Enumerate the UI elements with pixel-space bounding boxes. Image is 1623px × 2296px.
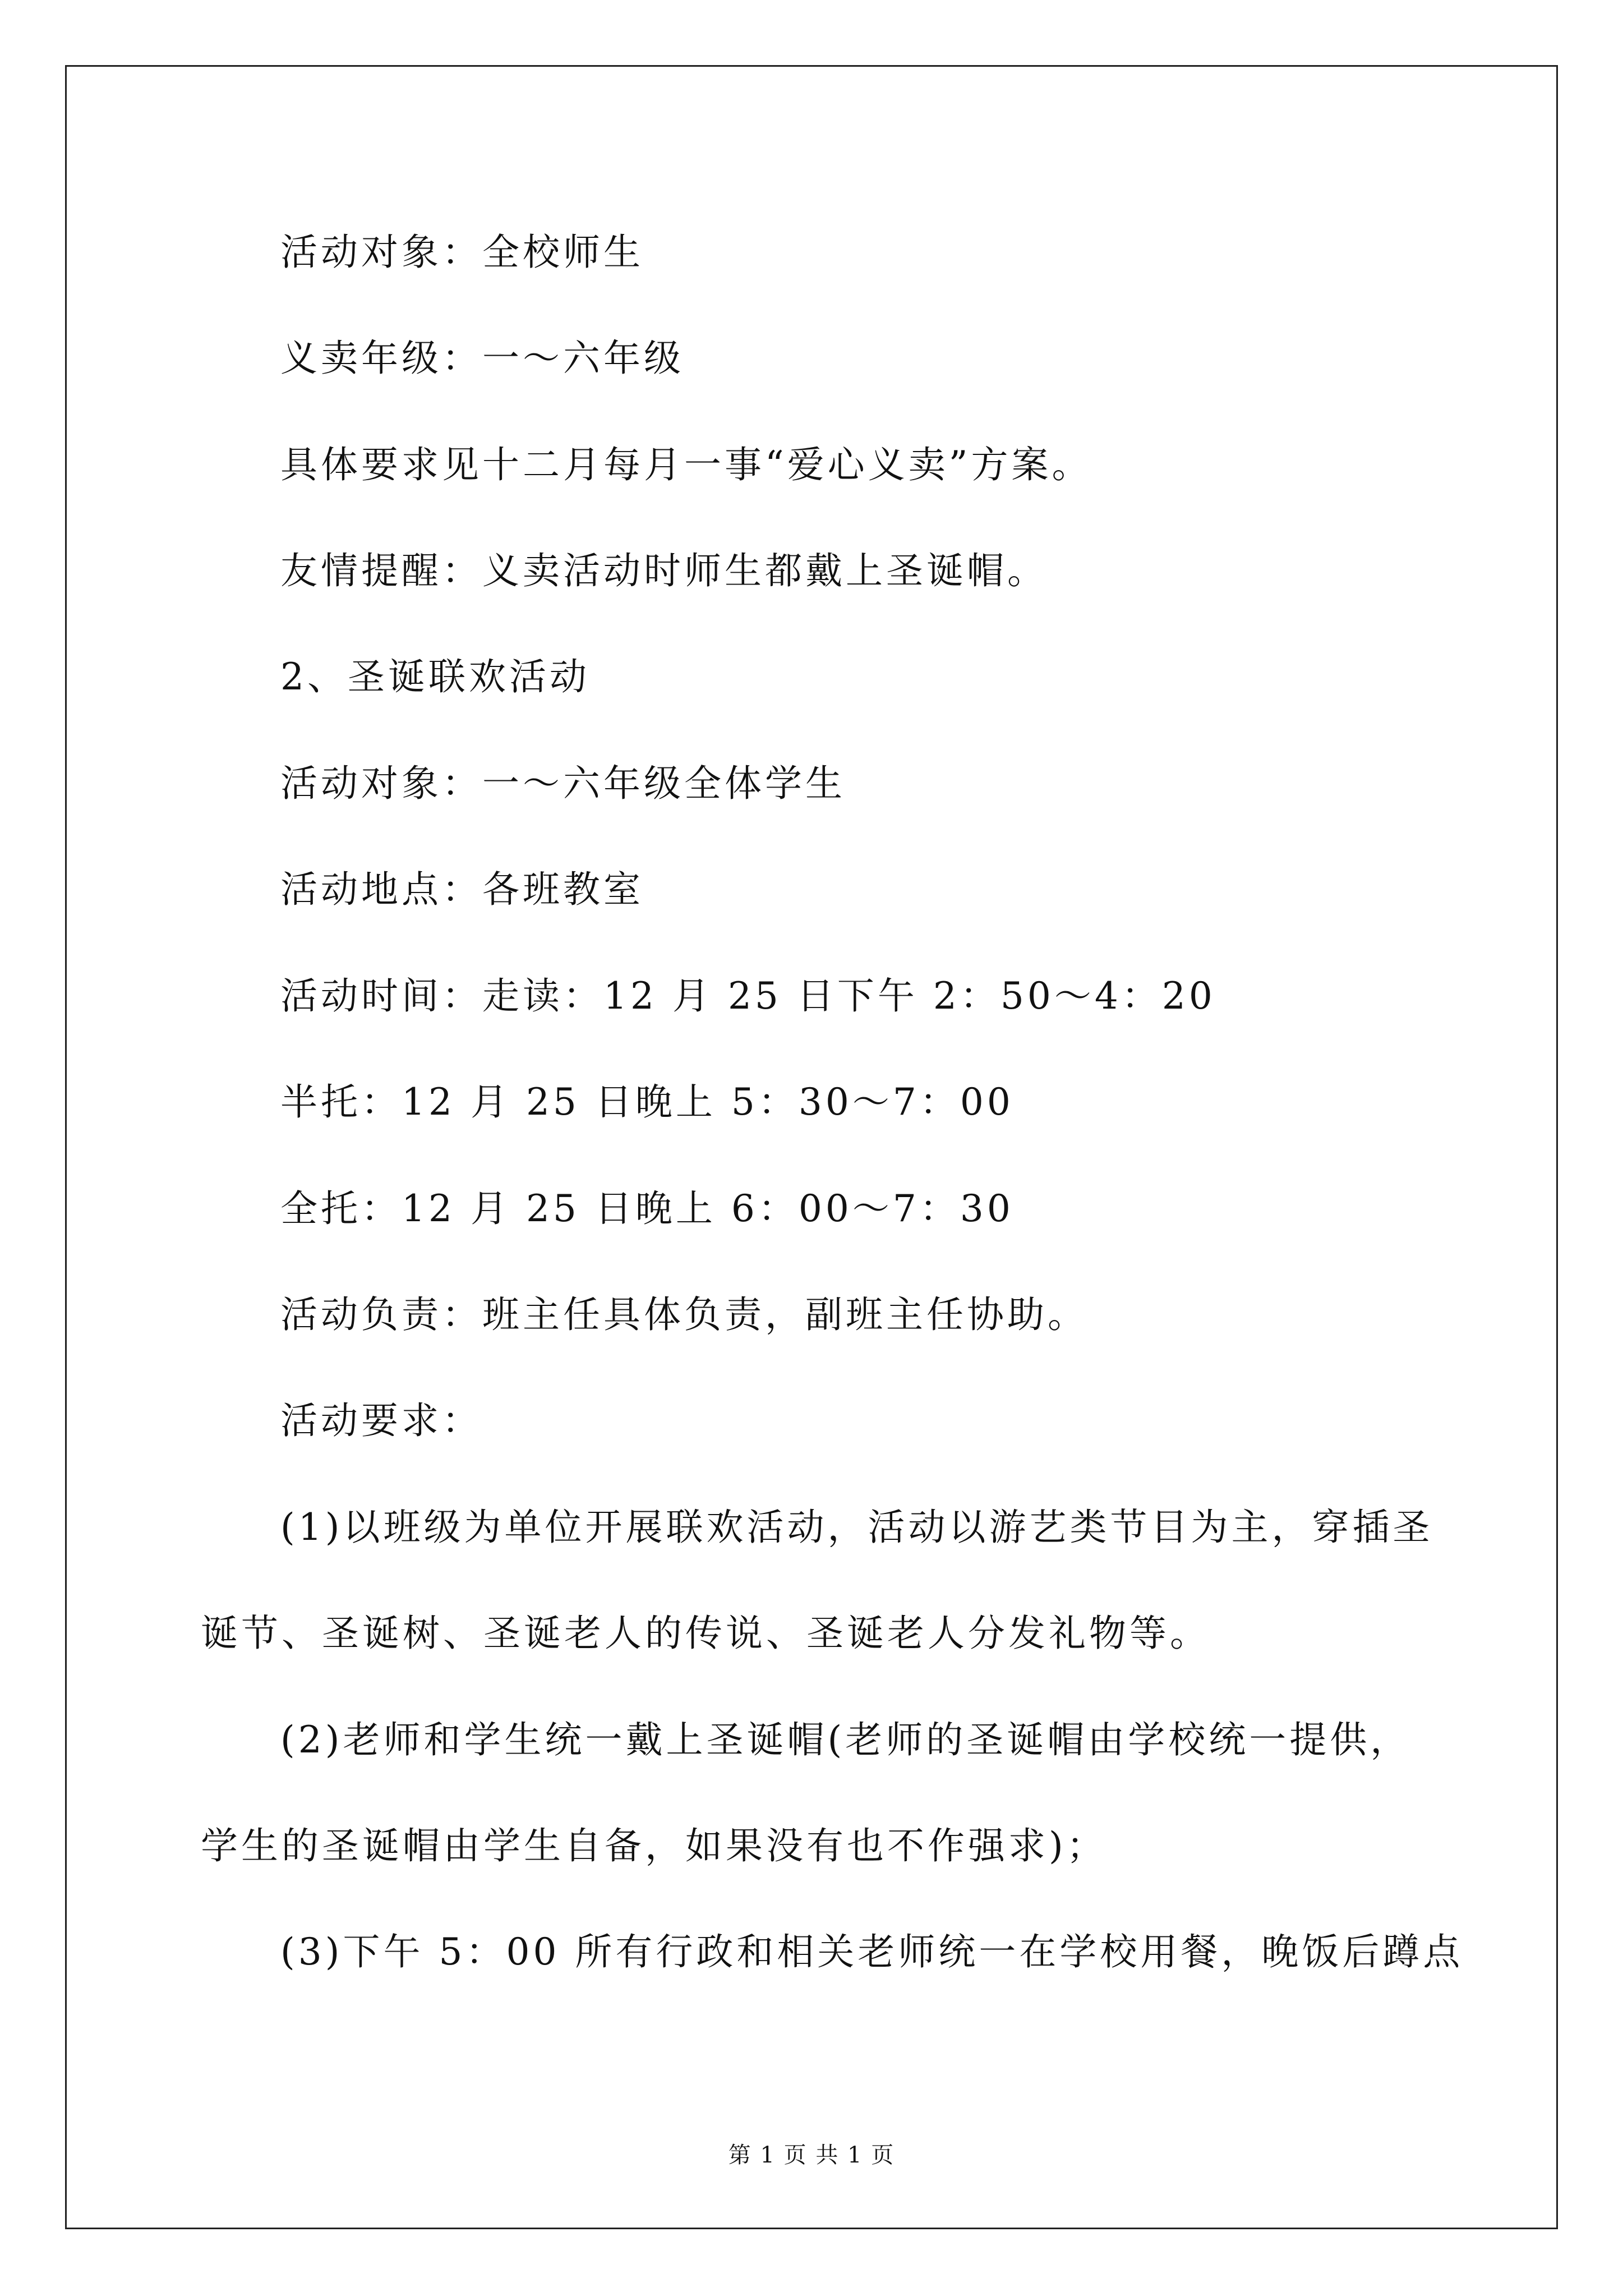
- text-line: (1)以班级为单位开展联欢活动，活动以游艺类节目为主，穿插圣: [280, 1506, 1433, 1549]
- text-line: 活动对象：全校师生: [280, 231, 644, 274]
- text-line: 全托：12 月 25 日晚上 6：00～7：30: [280, 1187, 1014, 1230]
- text-line: 活动要求：: [280, 1399, 482, 1442]
- text-line: 活动地点：各班教室: [280, 868, 644, 911]
- section-heading: 2、圣诞联欢活动: [280, 655, 590, 698]
- text-line: (3)下午 5：00 所有行政和相关老师统一在学校用餐，晚饭后蹲点: [280, 1930, 1464, 1973]
- page-border: [65, 65, 1558, 2229]
- text-line: 具体要求见十二月每月一事“爱心义卖”方案。: [280, 443, 1092, 486]
- text-line: (2)老师和学生统一戴上圣诞帽(老师的圣诞帽由学校统一提供，: [280, 1718, 1411, 1761]
- text-line: 活动对象：一～六年级全体学生: [280, 762, 846, 805]
- text-line: 学生的圣诞帽由学生自备，如果没有也不作强求)；: [201, 1824, 1107, 1867]
- text-line: 活动负责：班主任具体负责，副班主任协助。: [280, 1293, 1088, 1336]
- text-line: 义卖年级：一～六年级: [280, 337, 684, 380]
- text-line: 诞节、圣诞树、圣诞老人的传说、圣诞老人分发礼物等。: [201, 1612, 1210, 1655]
- text-line: 友情提醒：义卖活动时师生都戴上圣诞帽。: [280, 549, 1048, 592]
- page-footer: 第 1 页 共 1 页: [728, 2142, 895, 2168]
- text-line: 活动时间：走读：12 月 25 日下午 2：50～4：20: [280, 974, 1216, 1018]
- text-line: 半托：12 月 25 日晚上 5：30～7：00: [280, 1080, 1014, 1124]
